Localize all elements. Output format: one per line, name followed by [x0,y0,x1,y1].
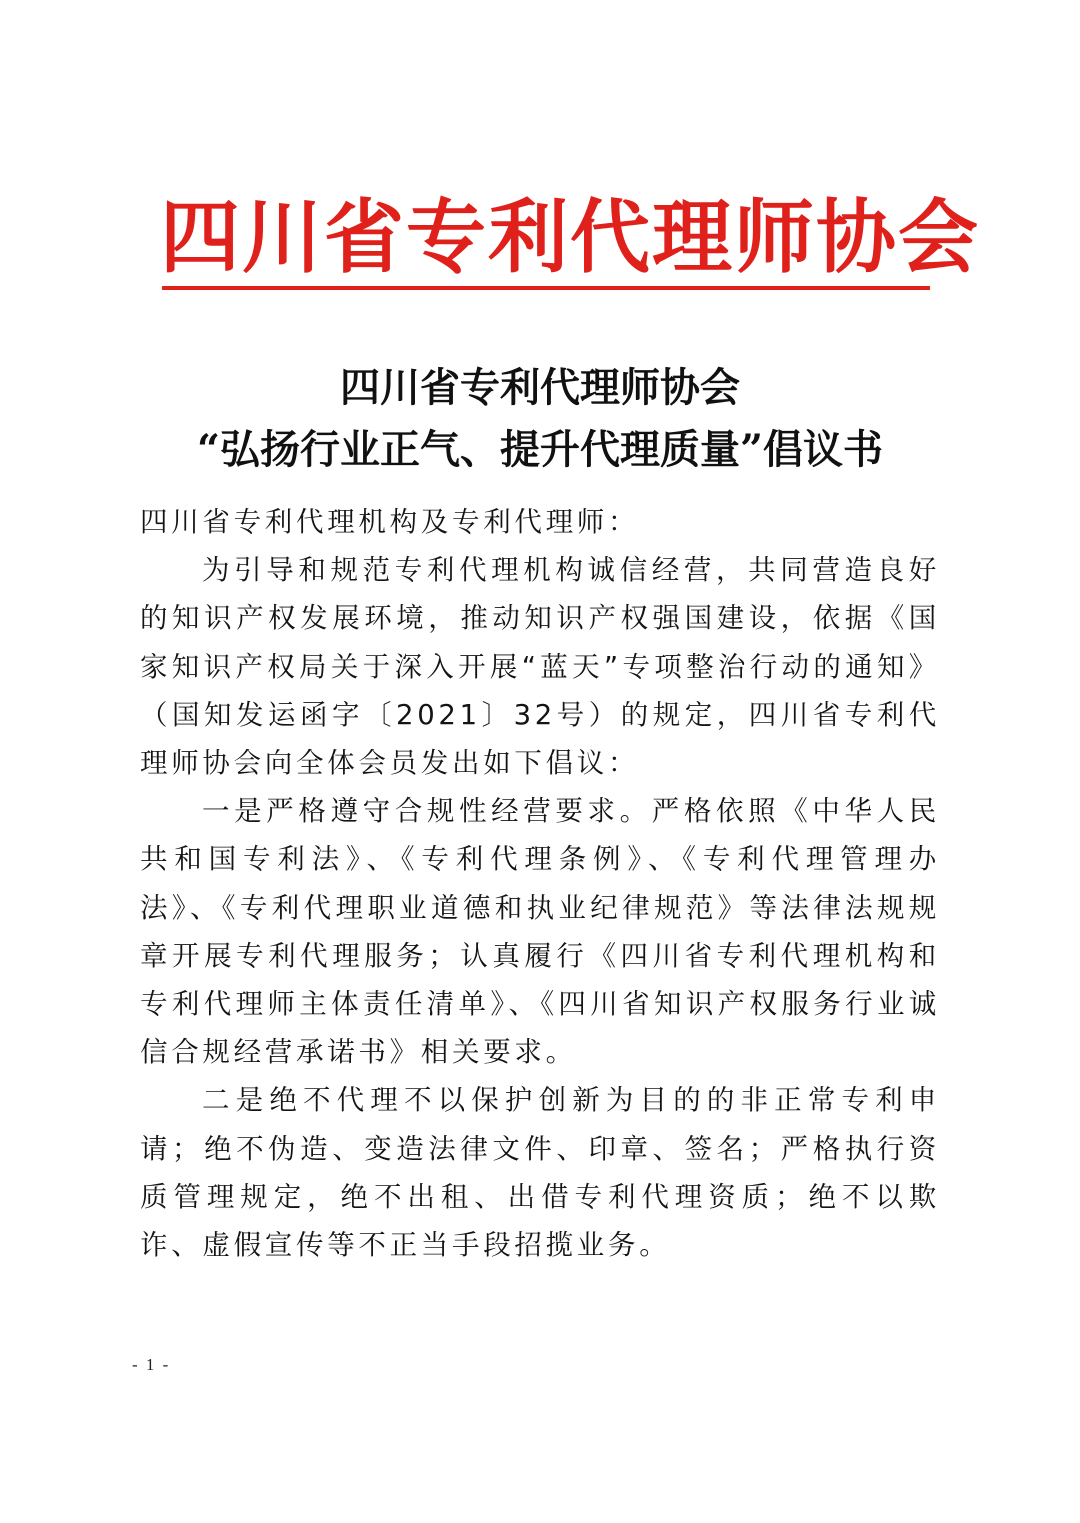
salutation: 四川省专利代理机构及专利代理师： [140,506,640,538]
letterhead-red-rule [162,286,930,290]
page-number: - 1 - [132,1355,171,1374]
paragraph-intro: 为引导和规范专利代理机构诚信经营，共同营造良好的知识产权发展环境，推动知识产权强国建设，依据《国家知识产权局关于深入开展“蓝天”专项整治行动的通知》（国知发运函字〔2021〕32号）的规定，四川省专利代理师协会向全体会员发出如下倡议： [140,554,940,780]
paragraph-point-one: 一是严格遵守合规性经营要求。严格依照《中华人民共和国专利法》、《专利代理条例》、《专利代理管理办法》、《专利代理职业道德和执业纪律规范》等法律法规规章开展专利代理服务；认真履行《四川省专利代理机构和专利代理师主体责任清单》、《四川省知识产权服务行业诚信合规经营承诺书》相关要求。 [140,795,940,1069]
document-title-line-2: “弘扬行业正气、提升代理质量”倡议书 [196,426,883,473]
paragraph-point-two: 二是绝不代理不以保护创新为目的的非正常专利申请；绝不伪造、变造法律文件、印章、签名；严格执行资质管理规定，绝不出租、出借专利代理资质；绝不以欺诈、虚假宣传等不正当手段招揽业务。 [140,1084,940,1262]
letterhead-title: 四川省专利代理师协会 [160,191,980,284]
document-title-line-1: 四川省专利代理师协会 [340,364,740,411]
document-body [140,498,940,1269]
